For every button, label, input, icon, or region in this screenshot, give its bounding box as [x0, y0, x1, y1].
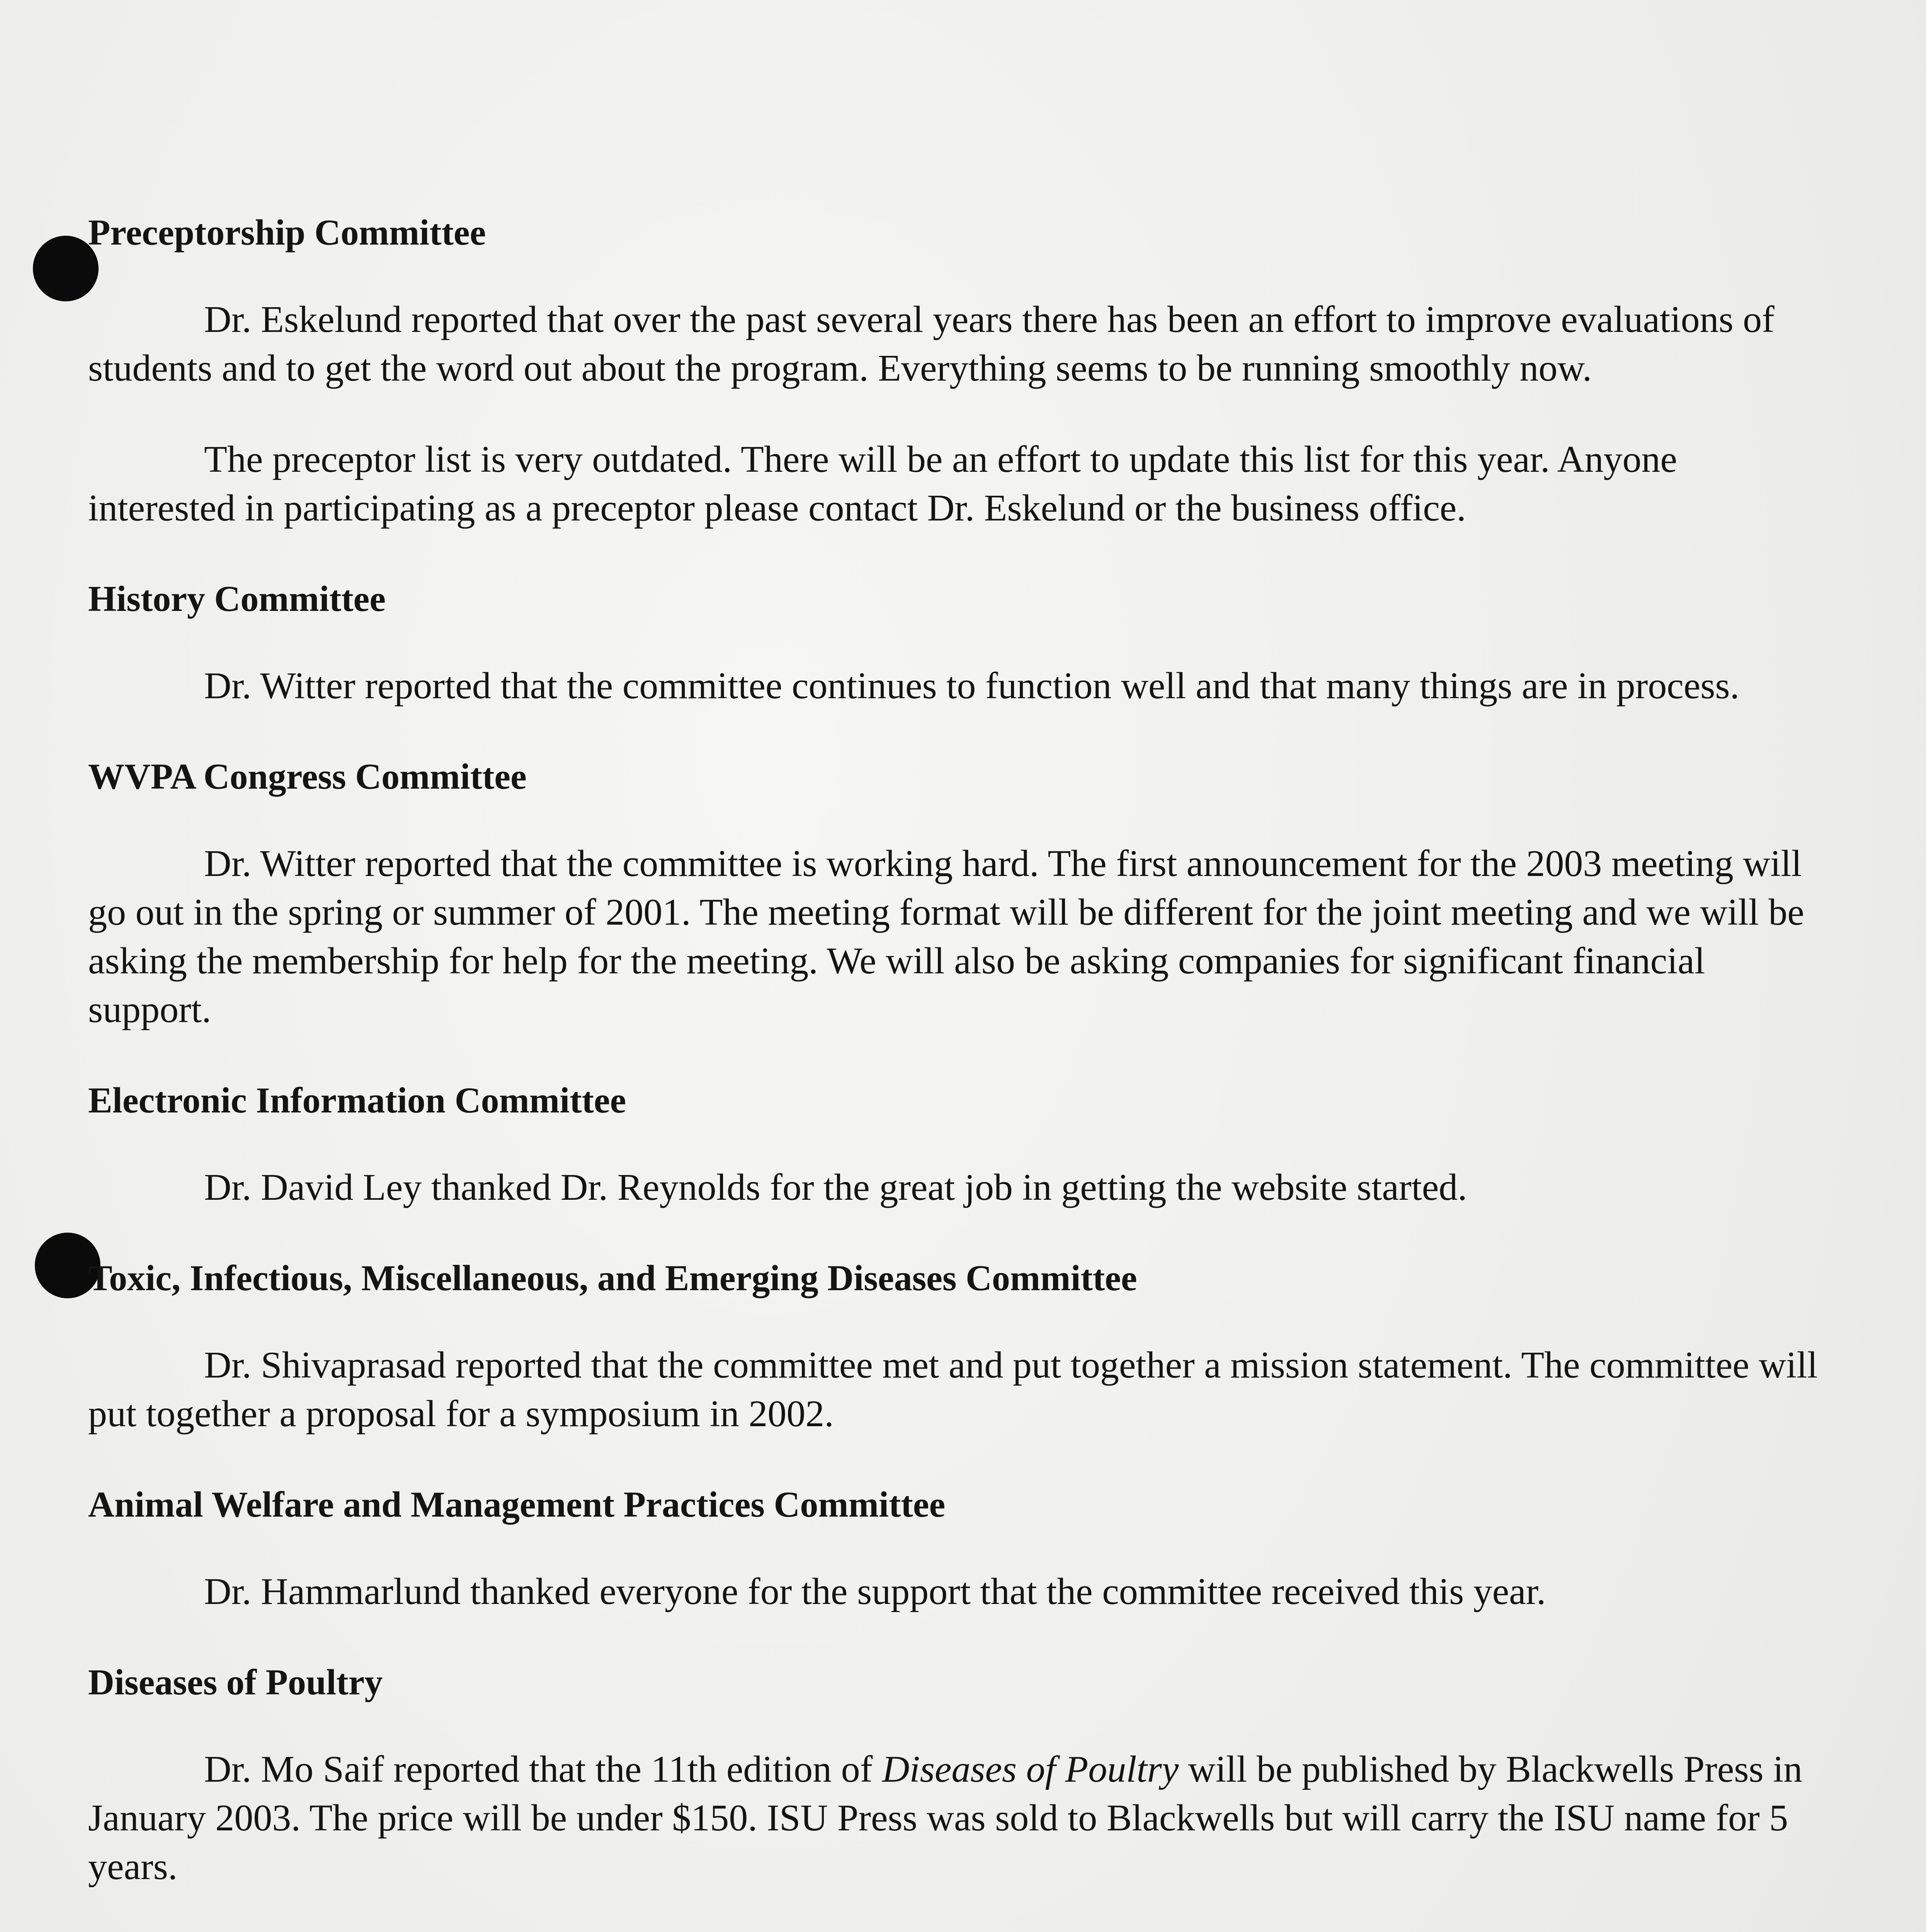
section-wvpa-congress — [88, 753, 1819, 1034]
section-heading: Toxic, Infectious, Miscellaneous, and Emerging Diseases Committee — [88, 1258, 1137, 1298]
section-diseases-of-poultry — [88, 1658, 1819, 1891]
section-preceptorship — [88, 209, 1819, 532]
paragraph: Dr. Hammarlund thanked everyone for the support that the committee received this year. — [204, 1571, 1546, 1612]
paragraph: Dr. Eskelund reported that over the past several years there has been an effort to improve evaluations of students and to get the word out about the program. Everything seems to be running smoothly now. — [88, 299, 1775, 389]
section-heading: Animal Welfare and Management Practices Committee — [88, 1485, 946, 1525]
text-run: will be published by Blackwells Press in January 2003. The price will be under $150. ISU Press was sold to Blackwells but will carry the ISU name for 5 years. — [88, 1748, 1803, 1888]
paragraph: Dr. Shivaprasad reported that the committee met and put together a mission statement. The committee will put together a proposal for a symposium in 2002. — [88, 1344, 1818, 1435]
section-toxic-infectious — [88, 1254, 1819, 1438]
section-heading: WVPA Congress Committee — [88, 757, 527, 797]
section-electronic-information — [88, 1077, 1819, 1212]
section-history — [88, 575, 1819, 710]
text-run: Dr. Mo Saif reported that the 11th edition of — [204, 1748, 882, 1790]
section-heading: Electronic Information Committee — [88, 1080, 626, 1121]
paragraph: Dr. Witter reported that the committee continues to function well and that many things are in process. — [204, 665, 1740, 707]
paragraph — [88, 1745, 1819, 1891]
paragraph: The preceptor list is very outdated. There will be an effort to update this list for this year. Anyone interested in participating as a preceptor please contact Dr. Eskelund or the business office. — [88, 439, 1677, 529]
section-animal-welfare — [88, 1481, 1819, 1616]
paragraph: Dr. David Ley thanked Dr. Reynolds for the great job in getting the website started. — [204, 1167, 1467, 1208]
section-heading: Preceptorship Committee — [88, 213, 486, 253]
document-body — [88, 209, 1819, 1932]
section-heading: History Committee — [88, 579, 386, 619]
paragraph: Dr. Witter reported that the committee is working hard. The first announcement for the 2003 meeting will go out in the spring or summer of 2001. The meeting format will be different for the joint meeting and we will be asking the membership for help for the meeting. We will also be asking companies for significant financial support. — [88, 843, 1804, 1031]
book-title: Diseases of Poultry — [882, 1748, 1179, 1790]
section-heading: Diseases of Poultry — [88, 1662, 383, 1702]
